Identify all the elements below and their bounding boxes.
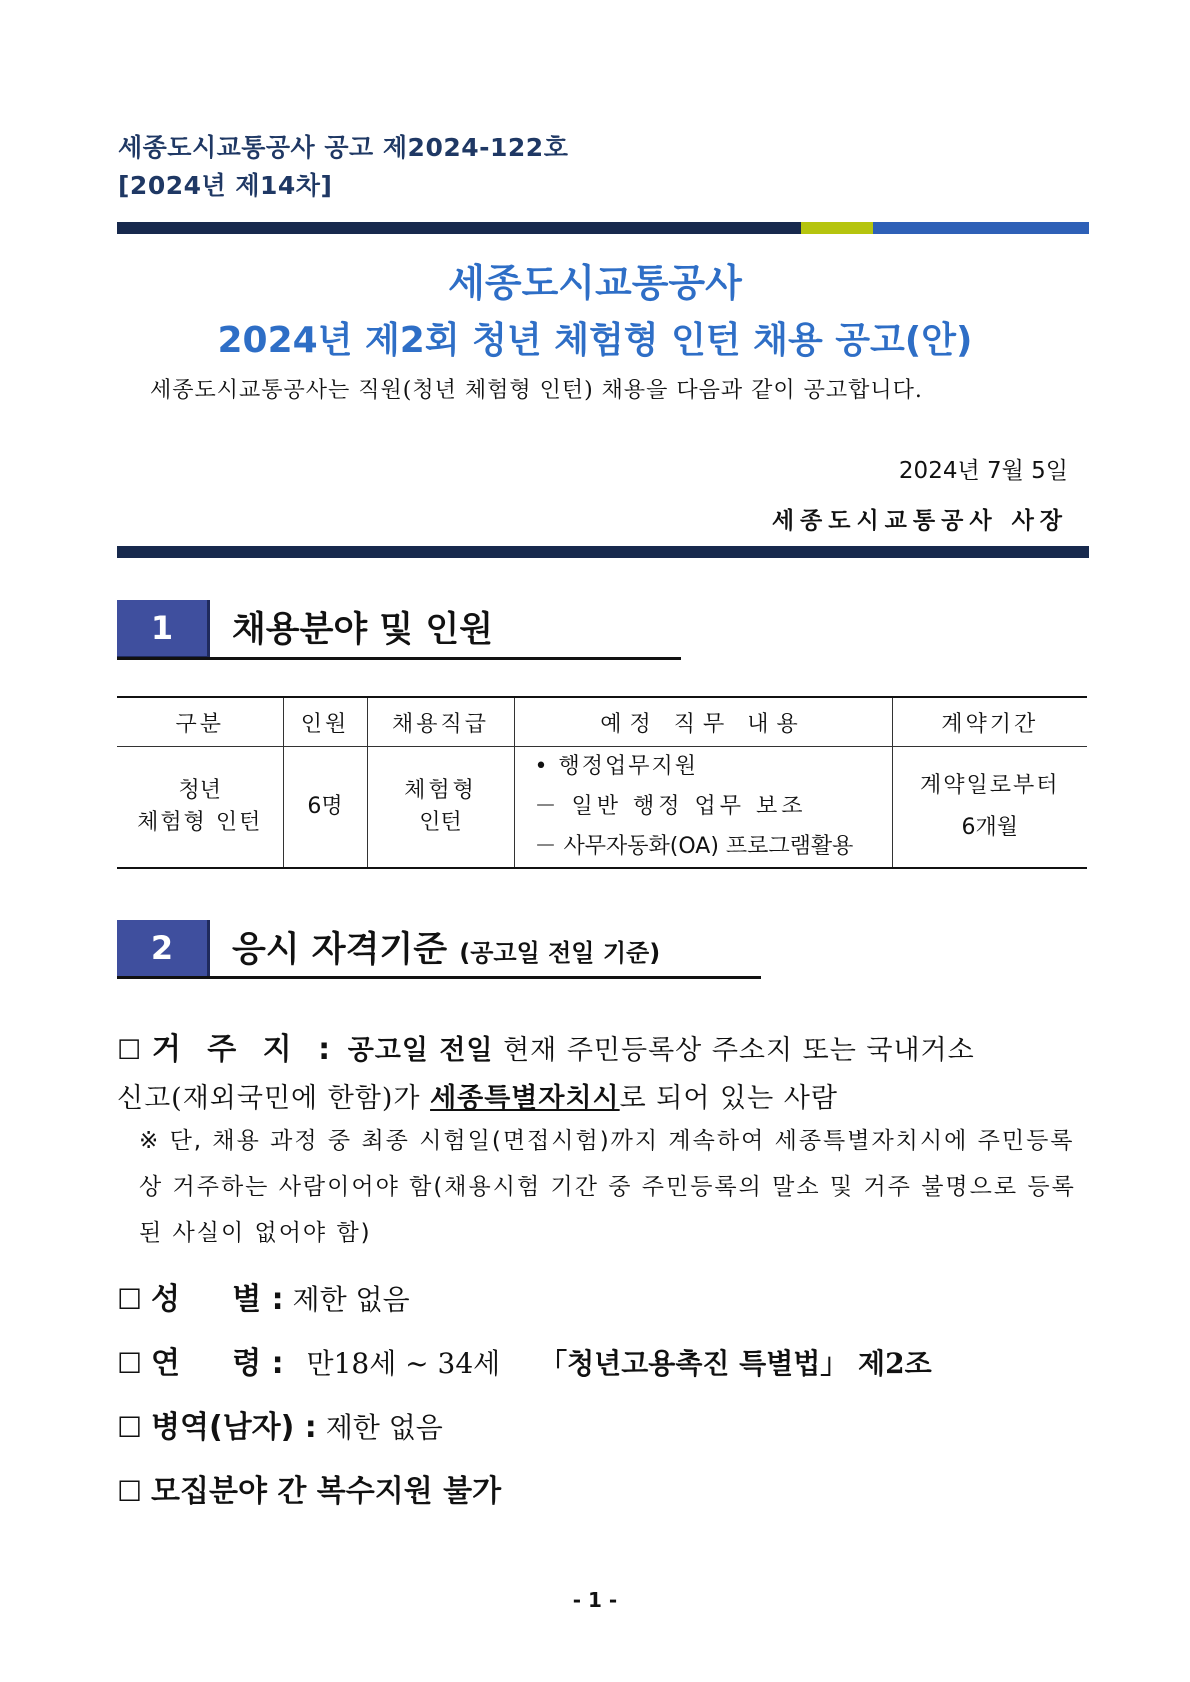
cell-duties — [514, 747, 892, 869]
duty-item: － 사무자동화(OA) 프로그램활용 — [534, 834, 854, 859]
military-criterion — [117, 1402, 443, 1446]
notice-number: 세종도시교통공사 공고 제2024-122호 — [118, 133, 569, 162]
checkbox-icon: ☐ — [117, 1283, 143, 1316]
header-bar-blue — [873, 222, 1089, 234]
table-header: 예정 직무 내용 — [514, 697, 892, 747]
residence-underlined: 세종특별자치시 — [430, 1083, 620, 1114]
residence-bold-lead: 공고일 전일 — [347, 1035, 494, 1066]
checkbox-icon: ☐ — [117, 1347, 143, 1380]
section-2-title — [232, 922, 660, 972]
age-law: 「청년고용촉진 특별법」 제2조 — [539, 1347, 932, 1380]
header-bar-lime — [801, 222, 873, 234]
recruitment-table — [117, 696, 1087, 869]
notice-round: [2024년 제14차] — [118, 171, 333, 200]
title-line-1: 세종도시교통공사 — [448, 261, 742, 305]
military-value: 제한 없음 — [325, 1411, 443, 1444]
table-header: 계약기간 — [892, 697, 1087, 747]
section-2-subtitle: (공고일 전일 기준) — [459, 939, 661, 967]
intro-text: 세종도시교통공사는 직원(청년 체험형 인턴) 채용을 다음과 같이 공고합니다. — [150, 378, 923, 403]
residence-note — [135, 1118, 1089, 1256]
table-header-row — [117, 697, 1087, 747]
table-header: 채용직급 — [367, 697, 514, 747]
residence-note-text: ※ 단, 채용 과정 중 최종 시험일(면접시험)까지 계속하여 세종특별자치시에 주민등록상 거주하는 사람이어야 함(채용시험 기간 중 주민등록의 말소 및 거주 불명으로 등록된 사실이 없어야 함) — [139, 1128, 1076, 1246]
residence-text-1: 현재 주민등록상 주소지 또는 국내거소 — [493, 1035, 975, 1066]
section-1-underline — [117, 657, 681, 660]
grade-line: 인턴 — [419, 810, 462, 835]
gender-value: 제한 없음 — [292, 1283, 410, 1316]
page-number: - 1 - — [572, 1588, 618, 1612]
section-1-number: 1 — [117, 600, 210, 659]
multiple-criterion — [117, 1466, 501, 1510]
cell-grade — [367, 747, 514, 869]
signer: 세종도시교통공사 사장 — [771, 508, 1068, 534]
announce-date: 2024년 7월 5일 — [898, 458, 1068, 484]
section-2-number: 2 — [117, 920, 210, 979]
gender-criterion — [117, 1274, 410, 1318]
period-line: 6개월 — [961, 815, 1018, 840]
military-label: 병역(남자) : — [151, 1410, 317, 1445]
divider-bar — [117, 546, 1089, 558]
duty-item: • 행정업무지원 — [534, 754, 698, 779]
table-header: 구분 — [117, 697, 283, 747]
residence-criterion — [117, 1024, 1089, 1068]
grade-line: 체험형 — [404, 778, 477, 803]
residence-text-2a: 신고(재외국민에 한함)가 — [117, 1083, 431, 1114]
cell-period — [892, 747, 1087, 869]
age-value: 만18세 ~ 34세 — [306, 1347, 501, 1380]
cell-category — [117, 747, 283, 869]
cell-count: 6명 — [283, 747, 367, 869]
section-2-title-text: 응시 자격기준 — [232, 930, 448, 970]
section-1-title: 채용분야 및 인원 — [232, 610, 494, 650]
table-row — [117, 747, 1087, 869]
checkbox-icon: ☐ — [117, 1475, 143, 1508]
section-2-underline — [117, 976, 761, 979]
checkbox-icon: ☐ — [117, 1035, 143, 1066]
age-criterion — [117, 1338, 932, 1382]
multiple-label: 모집분야 간 복수지원 불가 — [151, 1474, 502, 1509]
category-line: 체험형 인턴 — [137, 810, 263, 835]
period-line: 계약일로부터 — [919, 773, 1060, 798]
residence-label: 거 주 지 : — [151, 1032, 339, 1067]
checkbox-icon: ☐ — [117, 1411, 143, 1444]
table-header: 인원 — [283, 697, 367, 747]
header-bar-navy — [117, 222, 801, 234]
gender-label: 성 별 : — [151, 1282, 284, 1317]
title-line-2: 2024년 제2회 청년 체험형 인턴 채용 공고(안) — [217, 320, 973, 361]
age-label: 연 령 : — [151, 1346, 284, 1381]
category-line: 청년 — [178, 778, 221, 803]
duty-item: － 일반 행정 업무 보조 — [534, 794, 807, 819]
residence-text-2b: 로 되어 있는 사람 — [619, 1083, 838, 1114]
residence-criterion-cont — [117, 1076, 1089, 1115]
